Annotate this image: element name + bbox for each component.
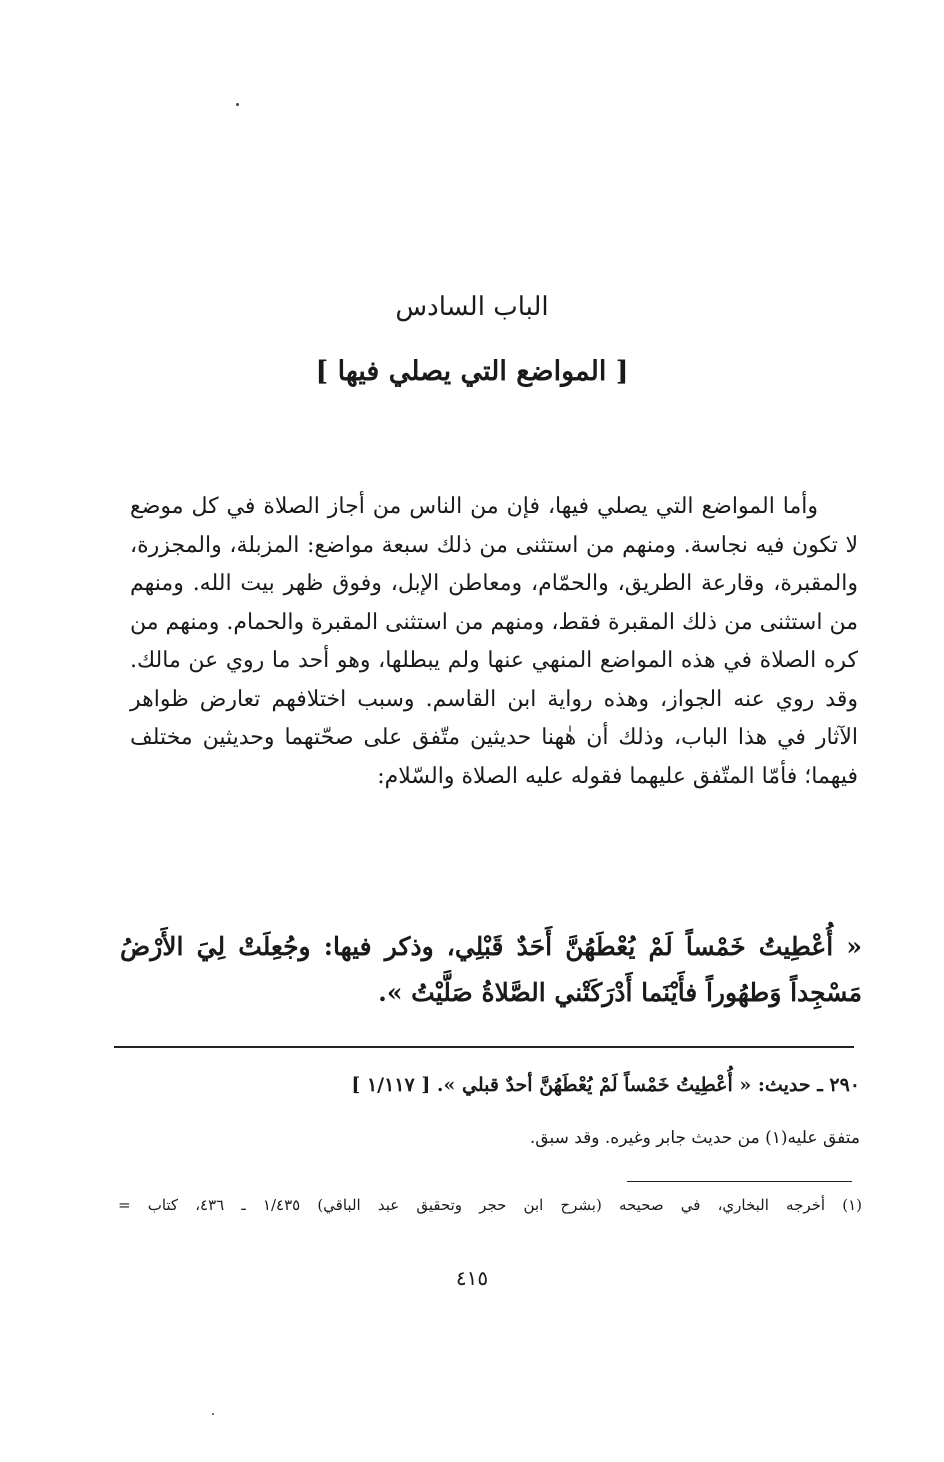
main-paragraph-block: [130, 488, 858, 796]
hadith-detail: متفق عليه(١) من حديث جابر وغيره. وقد سبق.: [529, 1128, 860, 1148]
footnote-separator: [114, 1046, 854, 1048]
chapter-title: الباب السادس: [395, 292, 549, 322]
hadith-reference: ٢٩٠ ـ حديث: « أُعْطِيتُ خَمْساً لَمْ يُعْطَهُنَّ أحدٌ قبلي ». [ ١/١١٧ ]: [351, 1074, 860, 1096]
footnote-rule: [627, 1181, 852, 1182]
scan-speck: [236, 103, 239, 106]
main-paragraph: وأما المواضع التي يصلي فيها، فإن من الناس من أجاز الصلاة في كل موضع لا تكون فيه نجاسة. ومنهم من استثنى من ذلك سبعة مواضع: المزبلة، والمجزرة، والمقبرة، وقارعة الطريق، والحمّام، ومعاطن الإبل، وفوق ظهر بيت الله. ومنهم من استثنى من ذلك المقبرة فقط، ومنهم من استثنى المقبرة والحمام. ومنهم من كره الصلاة في هذه المواضع المنهي عنها ولم يبطلها، وهو أحد ما روي عن مالك. وقد روي عنه الجواز، وهذه رواية ابن القاسم. وسبب اختلافهم تعارض ظواهر الآثار في هذا الباب، وذلك أن هٰهنا حديثين متّفق على صحّتهما وحديثين مختلف فيهما؛ فأمّا المتّفق عليهما فقوله عليه الصلاة والسّلام:: [130, 494, 858, 789]
chapter-subtitle: [ المواضع التي يصلي فيها ]: [315, 356, 629, 387]
footnote: (١) أخرجه البخاري، في صحيحه (بشرح ابن حجر وتحقيق عبد الباقي) ١/٤٣٥ ـ ٤٣٦، كتاب =: [118, 1196, 862, 1214]
hadith-quote: « أُعْطِيتُ خَمْساً لَمْ يُعْطَهُنَّ أَحَدٌ قَبْلِي، وذكر فيها: وجُعِلَتْ لِيَ الأَرْضُ مَسْجِداً وَطهُوراً فأَيْنَما أَدْرَكَتْني الصَّلاةُ صَلَّيْتُ ».: [120, 932, 862, 1007]
page-number: ٤١٥: [455, 1266, 489, 1290]
scan-speck: [212, 1413, 214, 1415]
